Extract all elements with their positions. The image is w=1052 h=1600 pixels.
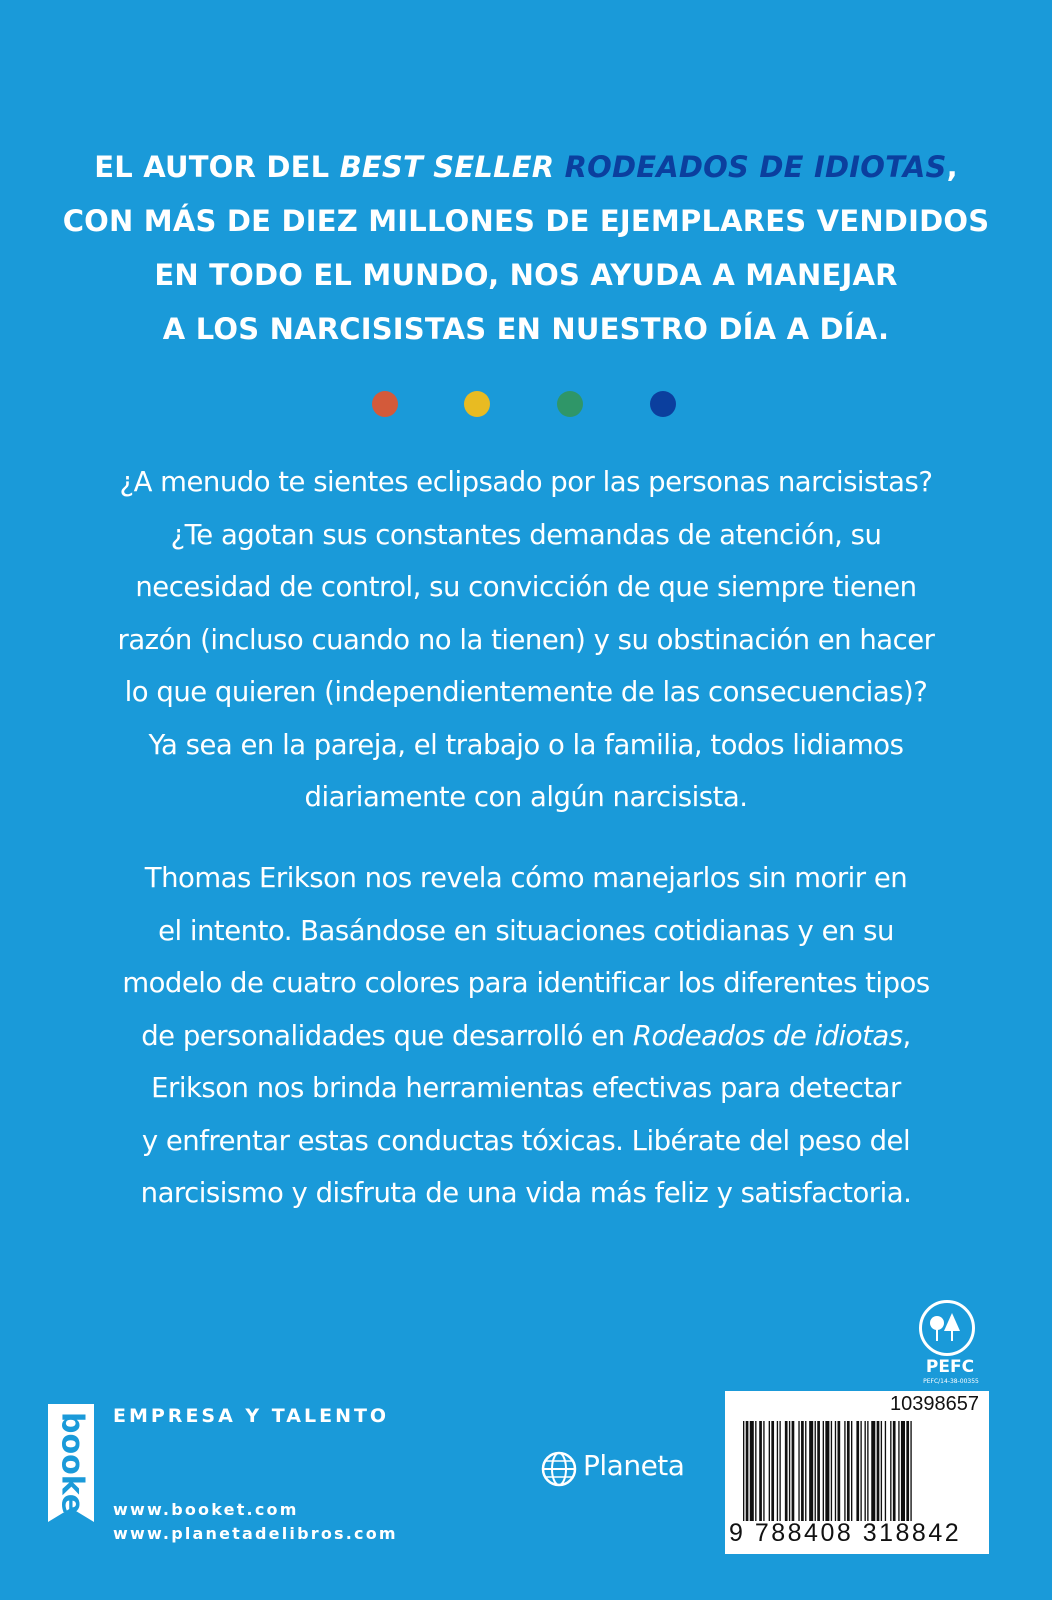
barcode-bar bbox=[825, 1421, 829, 1521]
barcode-bar bbox=[817, 1421, 820, 1521]
barcode-bar bbox=[885, 1421, 886, 1521]
barcode-bar bbox=[860, 1421, 861, 1521]
headline-comma: , bbox=[946, 150, 958, 184]
barcode-bar bbox=[865, 1421, 866, 1521]
barcode-bar bbox=[769, 1421, 770, 1521]
barcode-bar bbox=[743, 1421, 744, 1521]
synopsis-line: modelo de cuatro colores para identificar los diferentes tipos bbox=[122, 967, 930, 999]
headline-line-1 bbox=[40, 140, 1012, 194]
barcode-bar bbox=[805, 1421, 806, 1521]
barcode-bar bbox=[785, 1421, 788, 1521]
barcode-bar bbox=[856, 1421, 859, 1521]
category-label: EMPRESA Y TALENTO bbox=[113, 1405, 390, 1427]
synopsis-line: necesidad de control, su convicción de que siempre tienen bbox=[135, 571, 917, 603]
barcode-bar bbox=[847, 1421, 850, 1521]
barcode-bar bbox=[823, 1421, 824, 1521]
booket-url[interactable]: www.booket.com bbox=[113, 1500, 299, 1519]
barcode-bar bbox=[910, 1421, 911, 1521]
planeta-globe-icon bbox=[541, 1451, 577, 1487]
yellow-dot bbox=[464, 391, 490, 417]
synopsis-line bbox=[40, 1010, 1012, 1063]
red-dot bbox=[372, 391, 398, 417]
barcode-bar bbox=[838, 1421, 841, 1521]
barcode bbox=[725, 1391, 989, 1554]
headline-line-4: A LOS NARCISISTAS EN NUESTRO DÍA A DÍA. bbox=[162, 312, 890, 346]
barcode-bar bbox=[901, 1421, 905, 1521]
headline-line-3: EN TODO EL MUNDO, NOS AYUDA A MANEJAR bbox=[154, 258, 898, 292]
barcode-bar bbox=[867, 1421, 868, 1521]
synopsis-line: el intento. Basándose en situaciones cotidianas y en su bbox=[158, 914, 894, 947]
headline-text: EL AUTOR DEL bbox=[94, 150, 340, 184]
synopsis-paragraph-2 bbox=[40, 852, 1012, 1220]
green-dot bbox=[557, 391, 583, 417]
synopsis-text: de personalidades que desarrolló en bbox=[141, 1019, 633, 1052]
synopsis-line: narcisismo y disfruta de una vida más feliz y satisfactoria. bbox=[140, 1177, 912, 1209]
barcode-bar bbox=[777, 1421, 778, 1521]
barcode-bar bbox=[771, 1421, 774, 1521]
synopsis-line: y enfrentar estas conductas tóxicas. Libérate del peso del bbox=[141, 1124, 911, 1157]
barcode-bar bbox=[759, 1421, 762, 1521]
synopsis-line: Ya sea en la pareja, el trabajo o la familia, todos lidiamos bbox=[148, 728, 904, 761]
barcode-bar bbox=[871, 1421, 875, 1521]
synopsis-line: lo que quieren (independientemente de las consecuencias)? bbox=[124, 676, 928, 708]
barcode-bar bbox=[798, 1421, 799, 1521]
synopsis-line: Thomas Erikson nos revela cómo manejarlos sin morir en bbox=[144, 862, 908, 894]
barcode-bar bbox=[789, 1421, 790, 1521]
barcode-bar bbox=[844, 1421, 845, 1521]
svg-text:booket: booket bbox=[54, 1412, 90, 1524]
barcode-digits: 9 788408 318842 bbox=[729, 1519, 962, 1547]
barcode-bar bbox=[893, 1421, 896, 1521]
barcode-bar bbox=[890, 1421, 891, 1521]
barcode-top-number: 10398657 bbox=[890, 1393, 979, 1415]
book-title-italic: Rodeados de idiotas bbox=[632, 1019, 903, 1052]
barcode-bar bbox=[851, 1421, 852, 1521]
headline-space bbox=[554, 150, 564, 184]
pefc-certification bbox=[915, 1300, 987, 1390]
barcode-bars bbox=[743, 1421, 971, 1521]
barcode-bar bbox=[877, 1421, 880, 1521]
barcode-bar bbox=[746, 1421, 749, 1521]
synopsis-line: razón (incluso cuando no la tienen) y su obstinación en hacer bbox=[117, 623, 935, 656]
synopsis-paragraph-1 bbox=[40, 456, 1012, 824]
headline bbox=[40, 140, 1012, 356]
pefc-label: PEFC bbox=[925, 1357, 975, 1377]
pefc-code: PEFC/14-38-00355 bbox=[923, 1378, 979, 1385]
barcode-bar bbox=[763, 1421, 764, 1521]
barcode-bar bbox=[779, 1421, 780, 1521]
barcode-bar bbox=[792, 1421, 795, 1521]
barcode-bar bbox=[815, 1421, 816, 1521]
planeta-name: Planeta bbox=[583, 1449, 685, 1482]
barcode-bar bbox=[801, 1421, 804, 1521]
booket-logo bbox=[42, 1404, 100, 1528]
barcode-bar bbox=[831, 1421, 832, 1521]
barcode-bar bbox=[809, 1421, 813, 1521]
color-dots bbox=[0, 391, 1052, 419]
blue-dot bbox=[650, 391, 676, 417]
synopsis-line: diariamente con algún narcisista. bbox=[304, 781, 748, 813]
barcode-bar bbox=[835, 1421, 836, 1521]
planetadelibros-url[interactable]: www.planetadelibros.com bbox=[113, 1524, 398, 1543]
synopsis-line: Erikson nos brinda herramientas efectivas para detectar bbox=[151, 1072, 901, 1104]
synopsis-line: ¿Te agotan sus constantes demandas de atención, su bbox=[170, 518, 882, 551]
barcode-bar bbox=[881, 1421, 882, 1521]
barcode-bar bbox=[750, 1421, 754, 1521]
pefc-tree-icon bbox=[919, 1300, 975, 1356]
book-title-highlight: RODEADOS DE IDIOTAS bbox=[564, 150, 947, 184]
headline-line-2: CON MÁS DE DIEZ MILLONES DE EJEMPLARES VENDIDOS bbox=[62, 204, 990, 238]
best-seller-text: BEST SELLER bbox=[339, 150, 555, 184]
barcode-bar bbox=[906, 1421, 909, 1521]
synopsis-comma: , bbox=[902, 1019, 911, 1052]
barcode-bar bbox=[755, 1421, 756, 1521]
barcode-bar bbox=[898, 1421, 899, 1521]
synopsis-line: ¿A menudo te sientes eclipsado por las personas narcisistas? bbox=[119, 466, 933, 498]
